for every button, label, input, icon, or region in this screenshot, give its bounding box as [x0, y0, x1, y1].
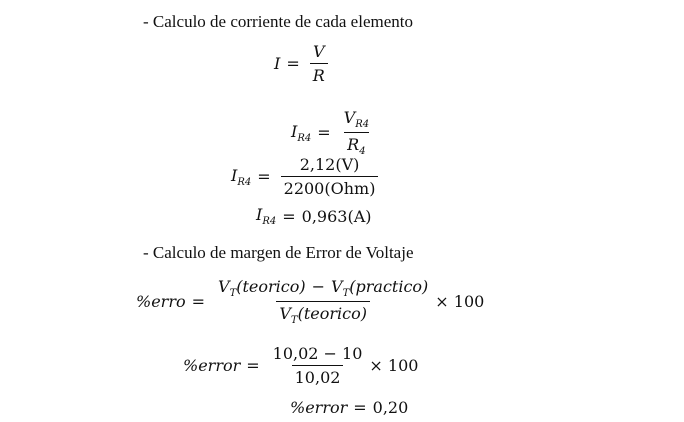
eq-fraction — [310, 42, 328, 85]
eq-numerator: $V_T(teorico)$ − $V_T(practico)$ — [218, 277, 429, 299]
eq-denominator: R — [310, 63, 328, 85]
section-heading-error: - Calculo de margen de Error de Voltaje — [143, 243, 414, 262]
eq-lhs: $I_{R4}$ — [256, 205, 277, 227]
eq-lhs: %error — [290, 398, 348, 417]
eq-numerator: 2,12(V) — [299, 155, 360, 174]
equation-error-substitution — [183, 344, 418, 387]
section-heading-current: - Calculo de corriente de cada elemento — [143, 12, 413, 31]
equation-error-definition — [136, 277, 484, 326]
equation-error-result — [290, 398, 408, 417]
eq-denominator: $V_T(teorico)$ — [276, 301, 370, 326]
eq-equals: = — [246, 356, 260, 375]
eq-lhs: I — [274, 54, 281, 73]
eq-value: 0,20 — [372, 398, 409, 417]
eq-denominator: 2200(Ohm) — [281, 176, 379, 198]
eq-lhs: %erro — [136, 292, 186, 311]
equation-ir4-definition — [291, 108, 376, 157]
eq-equals: = — [257, 167, 271, 186]
eq-value: 0,963(A) — [301, 206, 372, 226]
eq-equals: = — [286, 54, 300, 73]
eq-numerator: $V_{R4}$ — [343, 108, 370, 130]
eq-lhs: %error — [183, 356, 241, 375]
equation-ohm-law — [274, 42, 332, 85]
eq-fraction — [215, 277, 431, 326]
equation-ir4-result — [256, 205, 371, 227]
eq-numerator: V — [312, 42, 325, 61]
equation-ir4-substitution — [231, 155, 382, 198]
eq-fraction — [341, 108, 372, 157]
eq-equals: = — [282, 206, 296, 226]
eq-denominator: $R_4$ — [344, 132, 368, 157]
eq-equals: = — [317, 123, 331, 142]
eq-numerator: 10,02 − 10 — [272, 344, 363, 363]
eq-fraction — [270, 344, 366, 387]
eq-denominator: 10,02 — [292, 365, 344, 387]
eq-fraction — [281, 155, 379, 198]
eq-lhs: $I_{R4}$ — [231, 165, 252, 188]
eq-equals: = — [191, 292, 206, 311]
eq-lhs: $I_{R4}$ — [291, 121, 312, 144]
eq-equals: = — [353, 398, 367, 417]
eq-multiplier: × 100 — [435, 292, 485, 311]
eq-multiplier: × 100 — [369, 356, 419, 375]
